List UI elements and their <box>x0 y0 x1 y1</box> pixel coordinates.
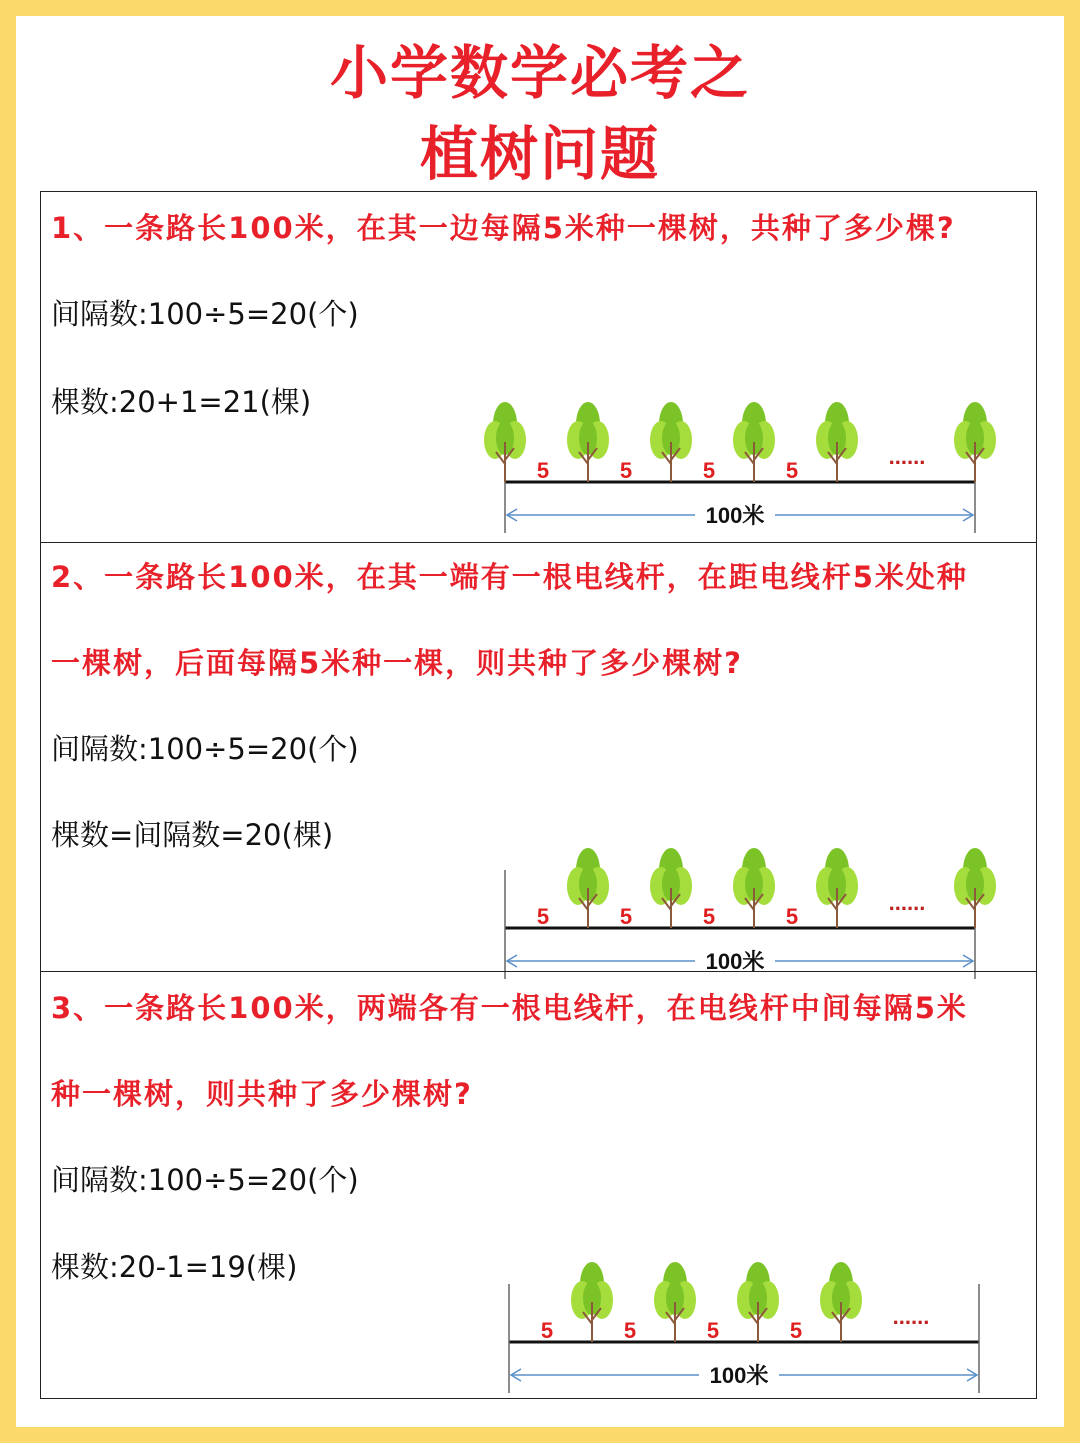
tree-icon <box>567 402 609 482</box>
tree-icon <box>816 402 858 482</box>
page-title-line-1: 小学数学必考之 <box>329 39 750 107</box>
interval-label: 5 <box>619 458 633 483</box>
interval-label: 5 <box>623 1318 637 1343</box>
problem-3-question-line-1: 3、一条路长100米，两端各有一根电线杆，在电线杆中间每隔5米 <box>51 991 968 1025</box>
tree-icon <box>650 848 692 928</box>
page-title-line-2: 植树问题 <box>419 120 660 188</box>
ellipsis-label: ...... <box>888 890 926 915</box>
total-length-label: 100米 <box>705 503 765 528</box>
tree-icon <box>484 402 526 482</box>
interval-label: 5 <box>706 1318 720 1343</box>
problem-2-question-line-2: 一棵树，后面每隔5米种一棵，则共种了多少棵树? <box>51 646 744 680</box>
problem-2-box <box>40 542 1037 972</box>
tree-icon <box>733 402 775 482</box>
interval-label: 5 <box>619 904 633 929</box>
problem-3-question-line-2: 种一棵树，则共种了多少棵树? <box>51 1077 473 1111</box>
interval-label: 5 <box>536 904 550 929</box>
problem-1-question: 1、一条路长100米，在其一边每隔5米种一棵树，共种了多少棵? <box>51 211 956 245</box>
tree-icon <box>654 1262 696 1342</box>
interval-label: 5 <box>702 904 716 929</box>
problem-1-box <box>40 191 1037 543</box>
interval-label: 5 <box>702 458 716 483</box>
interval-label: 5 <box>536 458 550 483</box>
tree-icon <box>954 848 996 928</box>
ellipsis-label: ...... <box>892 1304 930 1329</box>
interval-label: 5 <box>540 1318 554 1343</box>
problem-1-answer-intervals: 间隔数:100÷5=20(个) <box>51 297 359 331</box>
total-length-label: 100米 <box>709 1363 769 1388</box>
interval-label: 5 <box>789 1318 803 1343</box>
tree-icon <box>567 848 609 928</box>
ellipsis-label: ...... <box>888 444 926 469</box>
worksheet-page <box>16 16 1064 1427</box>
tree-icon <box>820 1262 862 1342</box>
tree-icon <box>650 402 692 482</box>
tree-icon <box>737 1262 779 1342</box>
problem-1-answer-trees: 棵数:20+1=21(棵) <box>51 385 312 419</box>
tree-icon <box>571 1262 613 1342</box>
total-length-label: 100米 <box>705 949 765 974</box>
problem-2-answer-intervals: 间隔数:100÷5=20(个) <box>51 732 359 766</box>
tree-icon <box>816 848 858 928</box>
tree-icon <box>954 402 996 482</box>
problem-3-answer-trees: 棵数:20-1=19(棵) <box>51 1250 298 1284</box>
problem-3-box <box>40 971 1037 1399</box>
problem-2-question-line-1: 2、一条路长100米，在其一端有一根电线杆，在距电线杆5米处种 <box>51 560 968 594</box>
tree-icon <box>733 848 775 928</box>
problem-2-diagram <box>481 808 1001 974</box>
problem-3-diagram <box>485 1222 1005 1388</box>
problem-2-answer-trees: 棵数=间隔数=20(棵) <box>51 818 334 852</box>
problem-1-diagram <box>481 362 1001 528</box>
problem-3-answer-intervals: 间隔数:100÷5=20(个) <box>51 1163 359 1197</box>
interval-label: 5 <box>785 458 799 483</box>
interval-label: 5 <box>785 904 799 929</box>
